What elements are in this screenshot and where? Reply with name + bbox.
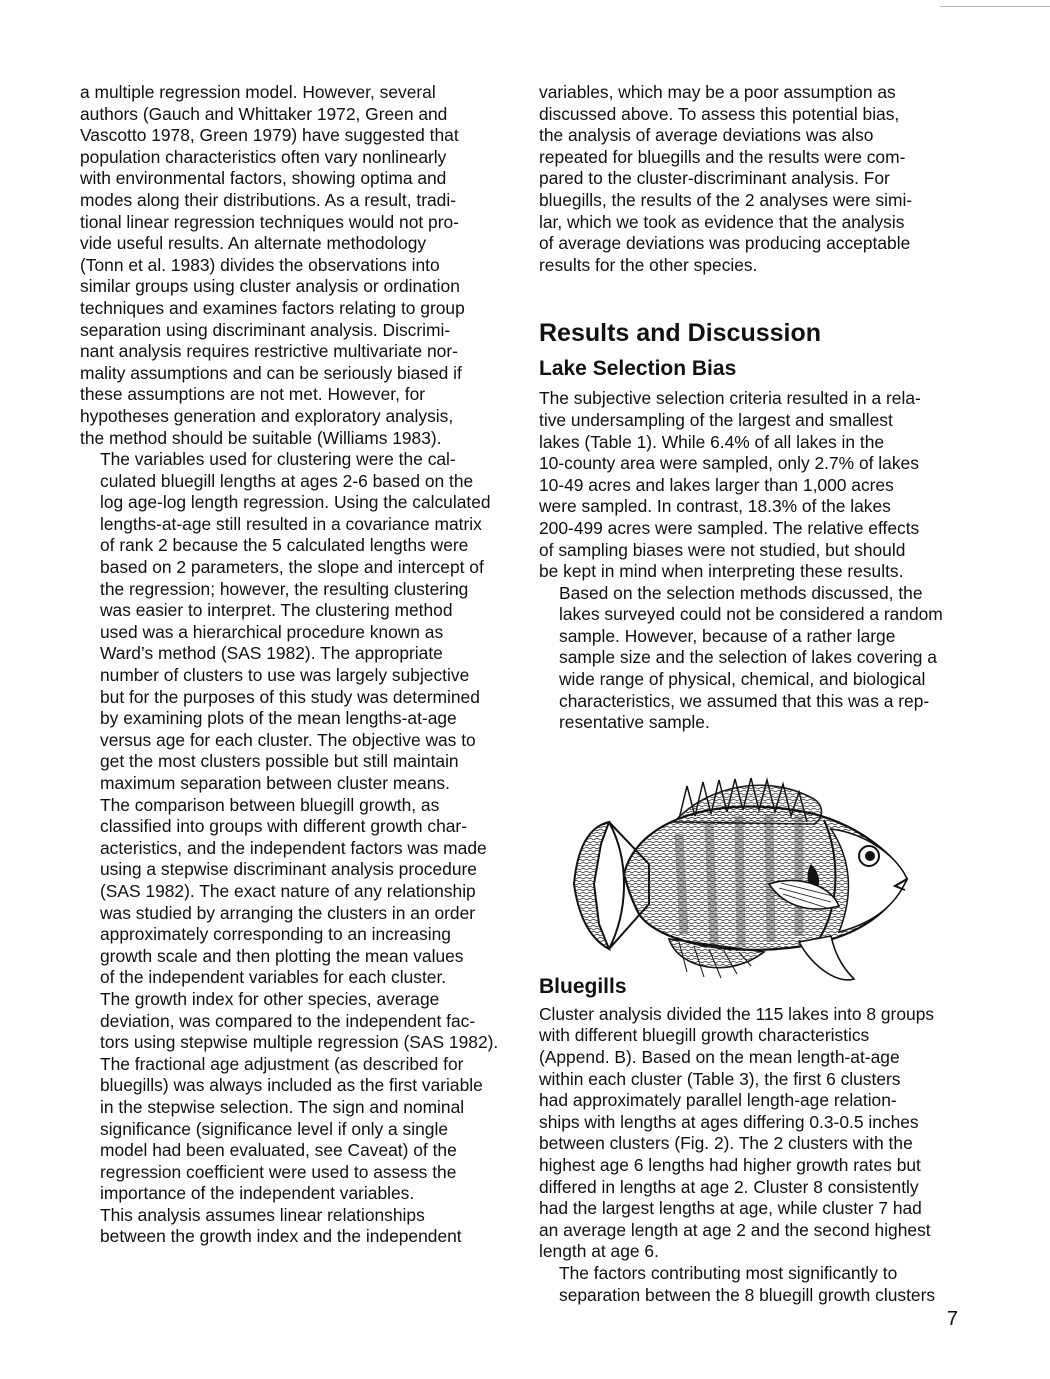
text-line: number of clusters to use was largely subjective (100, 665, 470, 686)
subheading-lake-selection-bias: Lake Selection Bias (539, 357, 737, 381)
text-line: characteristics, we assumed that this was a rep- (559, 690, 930, 711)
text-line: separation using discriminant analysis. Discrimi- (80, 319, 451, 340)
text-line: lakes surveyed could not be considered a random (559, 604, 943, 625)
text-line: approximately corresponding to an increasing (100, 924, 451, 945)
text-line: wide range of physical, chemical, and biological (559, 669, 926, 690)
text-line: (Tonn et al. 1983) divides the observations into (80, 254, 440, 275)
text-line: 200-499 acres were sampled. The relative effects (539, 517, 920, 538)
text-line: in the stepwise selection. The sign and nominal (100, 1096, 465, 1117)
text-line: nant analysis requires restrictive multivariate nor- (80, 341, 458, 362)
text-line: techniques and examines factors relating to group (80, 297, 465, 318)
text-line: of the independent variables for each cluster. (100, 967, 447, 988)
text-line: with environmental factors, showing optima and (80, 168, 447, 189)
paragraph-lake-selection-1 (539, 388, 959, 582)
text-line: variables, which may be a poor assumption as (539, 82, 896, 102)
paragraph-bluegills-1 (539, 1004, 959, 1263)
text-line: an average length at age 2 and the second highest (539, 1219, 931, 1240)
paragraph-left-2 (80, 449, 500, 795)
text-line: pared to the cluster-discriminant analysis. For (539, 168, 890, 189)
text-line: was studied by arranging the clusters in an order (100, 902, 476, 923)
text-line: length at age 6. (539, 1241, 659, 1262)
text-line: tional linear regression techniques would not pro- (80, 211, 459, 232)
text-line: vide useful results. An alternate methodology (80, 233, 427, 254)
text-line: bluegills, the results of the 2 analyses were simi- (539, 189, 913, 210)
text-line: classified into groups with different growth char- (100, 816, 467, 837)
paragraph-bluegills-2 (539, 1263, 959, 1306)
text-line: The variables used for clustering were the cal- (100, 449, 456, 470)
text-line: tors using stepwise multiple regression (SAS 1982). (100, 1032, 499, 1053)
text-line: significance (significance level if only a single (100, 1118, 448, 1139)
paragraph-left-5 (80, 1205, 500, 1248)
right-column (539, 82, 959, 1306)
subheading-bluegills: Bluegills (539, 974, 627, 998)
text-line: of average deviations was producing acceptable (539, 233, 911, 254)
text-line: The factors contributing most significantly to (559, 1262, 898, 1283)
paragraph-left-1 (80, 82, 500, 449)
text-line: sample size and the selection of lakes covering a (559, 647, 937, 668)
text-line: regression coefficient were used to assess the (100, 1161, 457, 1182)
text-line: the method should be suitable (Williams 1983). (80, 427, 442, 448)
text-line: lakes (Table 1). While 6.4% of all lakes in the (539, 431, 885, 452)
text-line: sample. However, because of a rather large (559, 625, 896, 646)
fish-illustration-block (539, 774, 959, 1004)
text-line: similar groups using cluster analysis or ordination (80, 276, 460, 297)
text-line: using a stepwise discriminant analysis procedure (100, 859, 477, 880)
text-line: the analysis of average deviations was also (539, 125, 874, 146)
text-line: Ward’s method (SAS 1982). The appropriate (100, 643, 443, 664)
bluegill-fish-illustration (569, 774, 919, 1004)
text-line: Cluster analysis divided the 115 lakes into 8 groups (539, 1003, 935, 1024)
text-line: differed in lengths at age 2. Cluster 8 consistently (539, 1176, 919, 1197)
text-line: discussed above. To assess this potential bias, (539, 103, 900, 124)
text-line: highest age 6 lengths had higher growth rates but (539, 1155, 921, 1175)
text-line: modes along their distributions. As a result, tradi- (80, 189, 457, 210)
text-line: the regression; however, the resulting clustering (100, 578, 469, 599)
text-line: maximum separation between cluster means. (100, 773, 450, 793)
text-line: 10-49 acres and lakes larger than 1,000 acres (539, 474, 894, 495)
text-line: authors (Gauch and Whittaker 1972, Green and (80, 103, 448, 124)
text-line: growth scale and then plotting the mean values (100, 945, 464, 966)
text-line: these assumptions are not met. However, for (80, 384, 426, 405)
text-line: by examining plots of the mean lengths-at-age (100, 708, 457, 729)
text-line: importance of the independent variables. (100, 1183, 415, 1204)
text-line: between clusters (Fig. 2). The 2 clusters with the (539, 1133, 913, 1154)
text-line: lengths-at-age still resulted in a covariance matrix (100, 513, 482, 534)
text-line: had approximately parallel length-age relation- (539, 1090, 897, 1111)
text-line: culated bluegill lengths at ages 2-6 based on the (100, 470, 474, 491)
text-line: results for the other species. (539, 254, 758, 275)
text-line: model had been evaluated, see Caveat) of the (100, 1140, 457, 1161)
text-line: repeated for bluegills and the results were com- (539, 146, 906, 167)
text-line: bluegills) was always included as the first variable (100, 1075, 483, 1096)
text-line: 10-county area were sampled, only 2.7% of lakes (539, 453, 919, 474)
text-line: between the growth index and the independent (100, 1226, 462, 1247)
text-line: get the most clusters possible but still maintain (100, 751, 459, 772)
text-line: was easier to interpret. The clustering method (100, 600, 453, 621)
text-line: mality assumptions and can be seriously biased if (80, 362, 462, 383)
text-line: log age-log length regression. Using the calculated (100, 492, 491, 513)
text-line: Vascotto 1978, Green 1979) have suggested that (80, 125, 459, 146)
paragraph-continuation (539, 82, 959, 276)
text-line: were sampled. In contrast, 18.3% of the lakes (539, 496, 891, 517)
text-line: with different bluegill growth characteristics (539, 1025, 870, 1046)
paragraph-lake-selection-2 (539, 583, 959, 734)
text-line: (SAS 1982). The exact nature of any relationship (100, 880, 476, 901)
text-line: The fractional age adjustment (as described for (100, 1053, 464, 1074)
text-line: lar, which we took as evidence that the analysis (539, 211, 905, 232)
text-line: of rank 2 because the 5 calculated lengths were (100, 535, 469, 556)
text-line: but for the purposes of this study was determined (100, 686, 480, 707)
text-line: of sampling biases were not studied, but should (539, 539, 906, 560)
text-line: population characteristics often vary nonlinearly (80, 146, 447, 167)
text-line: (Append. B). Based on the mean length-at-age (539, 1047, 900, 1068)
text-line: had the largest lengths at age, while cluster 7 had (539, 1198, 922, 1219)
text-line: ships with lengths at ages differing 0.3-0.5 inches (539, 1111, 919, 1132)
text-line: acteristics, and the independent factors was made (100, 837, 487, 858)
text-line: be kept in mind when interpreting these results. (539, 561, 904, 582)
section-heading: Results and Discussion (539, 319, 822, 348)
text-line: hypotheses generation and exploratory analysis, (80, 405, 454, 426)
top-rule (940, 6, 1050, 7)
text-line: tive undersampling of the largest and smallest (539, 409, 893, 430)
text-line: This analysis assumes linear relationships (100, 1204, 425, 1225)
text-line: deviation, was compared to the independent fac- (100, 1010, 476, 1031)
paragraph-left-4 (80, 989, 500, 1205)
text-line: The growth index for other species, average (100, 988, 440, 1009)
text-line: The subjective selection criteria resulted in a rela- (539, 388, 921, 409)
left-column (80, 82, 500, 1248)
page-number: 7 (946, 1308, 958, 1330)
text-line: versus age for each cluster. The objective was to (100, 729, 476, 750)
text-line: a multiple regression model. However, several (80, 82, 436, 102)
text-line: resentative sample. (559, 712, 710, 733)
text-line: used was a hierarchical procedure known as (100, 621, 444, 642)
text-line: Based on the selection methods discussed, the (559, 582, 923, 603)
paragraph-left-3 (80, 795, 500, 989)
text-line: separation between the 8 bluegill growth clusters (559, 1284, 936, 1305)
text-line: based on 2 parameters, the slope and intercept of (100, 557, 484, 578)
text-line: within each cluster (Table 3), the first 6 clusters (539, 1068, 901, 1089)
text-line: The comparison between bluegill growth, as (100, 794, 440, 815)
